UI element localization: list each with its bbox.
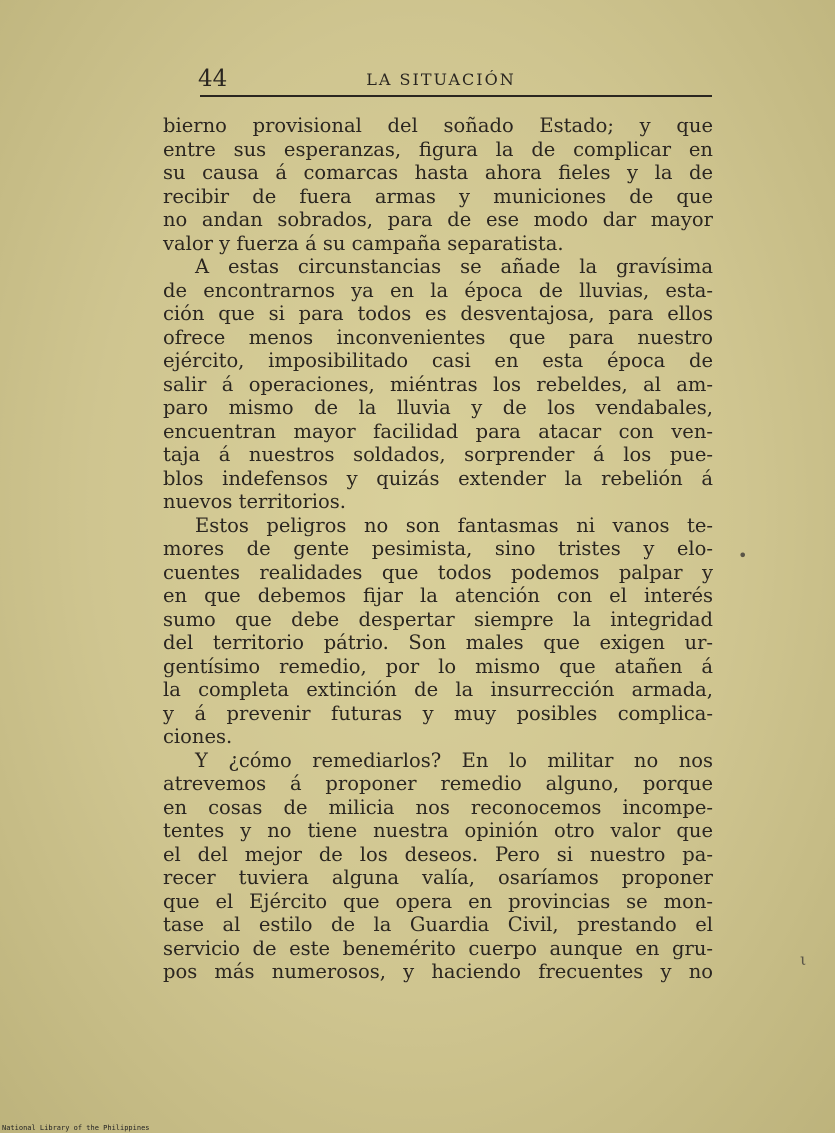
text-line: paro mismo de la lluvia y de los vendabales, bbox=[163, 396, 713, 419]
text-line: en que debemos fijar la atención con el interés bbox=[163, 584, 713, 607]
text-line: entre sus esperanzas, figura la de complicar en bbox=[163, 137, 713, 161]
text-line: recibir de fuera armas y municiones de que bbox=[163, 184, 713, 208]
text-line: mores de gente pesimista, sino tristes y elo- bbox=[163, 537, 713, 560]
text-line: blos indefensos y quizás extender la rebelión á bbox=[163, 466, 713, 490]
body-text bbox=[163, 114, 713, 984]
text-line: de encontrarnos ya en la época de lluvias, esta- bbox=[163, 278, 713, 302]
text-line: gentísimo remedio, por lo mismo que atañen á bbox=[163, 654, 713, 678]
text-line: bierno provisional del soñado Estado; y que bbox=[163, 114, 713, 137]
page-number: 44 bbox=[198, 66, 228, 92]
text-line: ofrece menos inconvenientes que para nuestro bbox=[163, 325, 713, 349]
text-line: atrevemos á proponer remedio alguno, porque bbox=[163, 772, 713, 795]
header-rule bbox=[200, 95, 712, 97]
text-line: el del mejor de los deseos. Pero si nuestro pa- bbox=[163, 842, 713, 866]
text-line: valor y fuerza á su campaña separatista. bbox=[163, 231, 564, 255]
text-line: nuevos territorios. bbox=[163, 490, 346, 513]
text-line: ciones. bbox=[163, 725, 233, 748]
text-line: la completa extinción de la insurrección armada, bbox=[163, 678, 713, 701]
text-line: salir á operaciones, miéntras los rebeldes, al am- bbox=[163, 372, 713, 396]
text-line: tentes y no tiene nuestra opinión otro valor que bbox=[163, 819, 713, 842]
text-line: que el Ejército que opera en provincias se mon- bbox=[163, 889, 713, 913]
text-line: encuentran mayor facilidad para atacar con ven- bbox=[163, 419, 713, 443]
text-line: en cosas de milicia nos reconocemos incompe- bbox=[163, 795, 713, 819]
text-line: y á prevenir futuras y muy posibles complica- bbox=[163, 701, 713, 725]
ink-speck: • bbox=[738, 546, 748, 565]
footer-credit: National Library of the Philippines bbox=[2, 1124, 150, 1132]
text-line: tase al estilo de la Guardia Civil, prestando el bbox=[163, 913, 713, 936]
text-line: A estas circunstancias se añade la gravísima bbox=[195, 255, 713, 278]
text-line: no andan sobrados, para de ese modo dar mayor bbox=[163, 208, 713, 231]
text-line: Y ¿cómo remediarlos? En lo militar no nos bbox=[195, 748, 713, 772]
text-line: su causa á comarcas hasta ahora fieles y la de bbox=[163, 161, 713, 184]
text-line: ción que si para todos es desventajosa, para ellos bbox=[163, 302, 713, 325]
text-line: cuentes realidades que todos podemos palpar y bbox=[163, 560, 713, 584]
text-line: ejército, imposibilitado casi en esta época de bbox=[163, 349, 713, 372]
text-line: Estos peligros no son fantasmas ni vanos te- bbox=[195, 513, 713, 537]
text-line: taja á nuestros soldados, sorprender á los pue- bbox=[163, 443, 713, 466]
text-line: pos más numerosos, y haciendo frecuentes y no bbox=[163, 960, 713, 983]
text-line: del territorio pátrio. Son males que exigen ur- bbox=[163, 631, 713, 654]
page-header bbox=[170, 64, 712, 96]
ink-speck: ι bbox=[800, 950, 807, 969]
text-line: sumo que debe despertar siempre la integridad bbox=[163, 607, 713, 631]
running-title: LA SITUACIÓN bbox=[366, 70, 516, 89]
text-line: recer tuviera alguna valía, osaríamos proponer bbox=[163, 866, 713, 889]
text-line: servicio de este benemérito cuerpo aunque en gru- bbox=[163, 936, 713, 960]
